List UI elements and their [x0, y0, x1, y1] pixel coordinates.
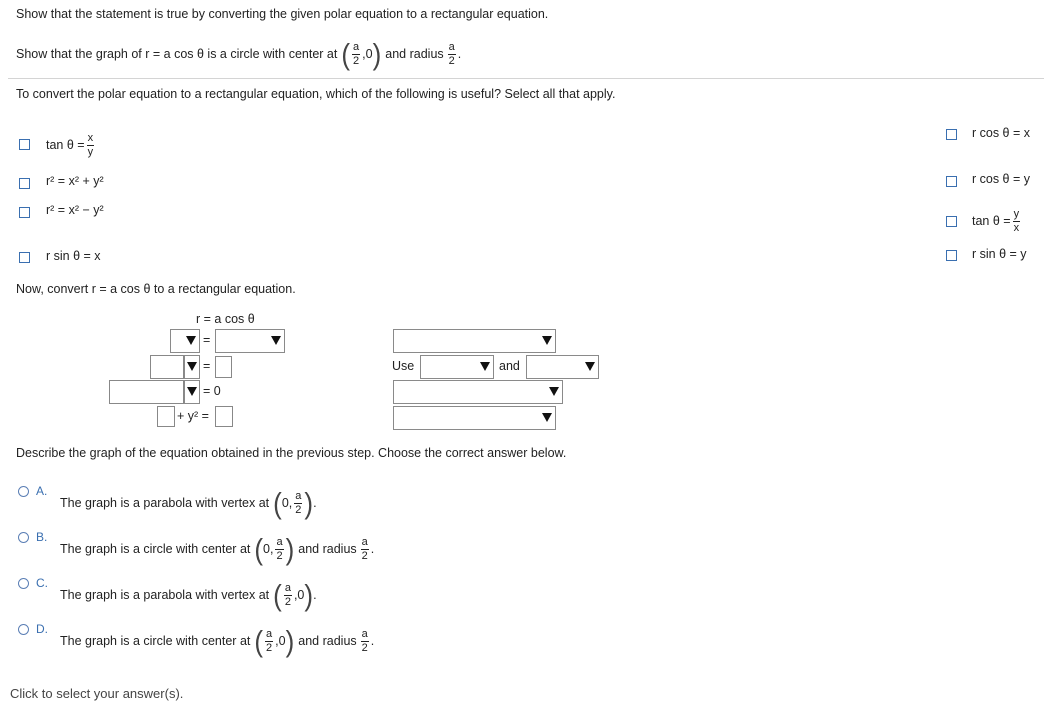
center-y: ,0 [362, 47, 373, 61]
radio-choice-a[interactable] [18, 486, 29, 497]
choice-b[interactable]: The graph is a circle with center at ( 0, $\frac{a}{2}$ ) and radius $\frac{a}{2}$ . [60, 531, 375, 567]
option-r2-diff: r² = x² − y² [46, 203, 104, 217]
checkbox-rcos-y[interactable] [946, 176, 957, 187]
step4-right-box[interactable] [215, 406, 233, 427]
reason4-dropdown[interactable] [393, 406, 556, 430]
equation-top: r = a cos θ [196, 312, 255, 326]
checkbox-tan-y-over-x[interactable] [946, 216, 957, 227]
choice-a[interactable]: The graph is a parabola with vertex at ( 0, $\frac{a}{2}$ ) . [60, 485, 317, 521]
choice-d-text: The graph is a circle with center at [60, 634, 251, 648]
choice-c-letter: C. [36, 576, 48, 590]
reason3-dropdown[interactable] [393, 380, 563, 404]
statement-mid: and radius [385, 47, 444, 61]
reason1-dropdown[interactable] [393, 329, 556, 353]
footer-hint: Click to select your answer(s). [10, 686, 184, 701]
option-tan-x-over-y: tan θ = $\frac{x}{y}$ [46, 131, 94, 158]
choice-c-text: The graph is a parabola with vertex at [60, 588, 270, 602]
choice-b-text: The graph is a circle with center at [60, 542, 251, 556]
checkbox-tan-x-over-y[interactable] [19, 139, 30, 150]
center-point: ( $\frac{a}{2}$ ,0 ) [341, 36, 382, 72]
radio-choice-d[interactable] [18, 624, 29, 635]
step1-left-dropdown[interactable] [170, 329, 200, 353]
step1-equals: = [203, 333, 211, 347]
step4-left-box[interactable] [157, 406, 175, 427]
option-rsin-x: r sin θ = x [46, 249, 101, 263]
choice-d-letter: D. [36, 622, 48, 636]
step2-equals: = [203, 359, 211, 373]
convert-prompt: To convert the polar equation to a rectangular equation, which of the following is useful? Select all that apply. [16, 87, 616, 101]
step3-equals-zero: = 0 [203, 384, 221, 398]
option-label: tan θ = [46, 138, 85, 152]
statement-end: . [457, 47, 462, 61]
checkbox-rcos-x[interactable] [946, 129, 957, 140]
choice-d[interactable]: The graph is a circle with center at ( $\frac{a}{2}$ ,0 ) and radius $\frac{a}{2}$ . [60, 623, 375, 659]
use-label: Use [392, 359, 415, 373]
describe-prompt: Describe the graph of the equation obtained in the previous step. Choose the correct answer below. [16, 446, 567, 460]
statement [16, 36, 461, 72]
checkbox-r2-diff[interactable] [19, 207, 30, 218]
divider [8, 78, 1044, 79]
checkbox-rsin-x[interactable] [19, 252, 30, 263]
option-tan-y-over-x: tan θ = $\frac{y}{x}$ [972, 207, 1020, 234]
checkbox-rsin-y[interactable] [946, 250, 957, 261]
option-rcos-x: r cos θ = x [972, 126, 1031, 140]
choice-a-letter: A. [36, 484, 48, 498]
step3-dropdown[interactable] [184, 380, 200, 404]
option-rcos-y: r cos θ = y [972, 172, 1031, 186]
choice-b-letter: B. [36, 530, 48, 544]
radio-choice-b[interactable] [18, 532, 29, 543]
choice-a-text: The graph is a parabola with vertex at [60, 496, 270, 510]
choice-c[interactable]: The graph is a parabola with vertex at ( $\frac{a}{2}$ ,0 ) . [60, 577, 317, 613]
step1-right-dropdown[interactable] [215, 329, 285, 353]
radius-fraction: $\frac{a}{2}$ [448, 40, 455, 67]
step2-left-box[interactable] [150, 355, 184, 379]
option-rsin-y: r sin θ = y [972, 247, 1027, 261]
step4-plus-y2: + y² = [177, 409, 209, 423]
step3-left-box[interactable] [109, 380, 184, 404]
radio-choice-c[interactable] [18, 578, 29, 589]
question-title: Show that the statement is true by converting the given polar equation to a rectangular equation. [16, 7, 549, 21]
use-dropdown-2[interactable] [526, 355, 599, 379]
checkbox-r2-sum[interactable] [19, 178, 30, 189]
step2-dropdown[interactable] [184, 355, 200, 379]
now-convert-prompt: Now, convert r = a cos θ to a rectangular equation. [16, 282, 296, 296]
center-num: a [353, 40, 360, 53]
step2-right-box[interactable] [215, 356, 232, 378]
statement-prefix: Show that the graph of r = a cos θ is a circle with center at [16, 47, 338, 61]
use-dropdown-1[interactable] [420, 355, 494, 379]
and-label: and [499, 359, 520, 373]
center-den: 2 [353, 54, 360, 67]
option-r2-sum: r² = x² + y² [46, 174, 104, 188]
